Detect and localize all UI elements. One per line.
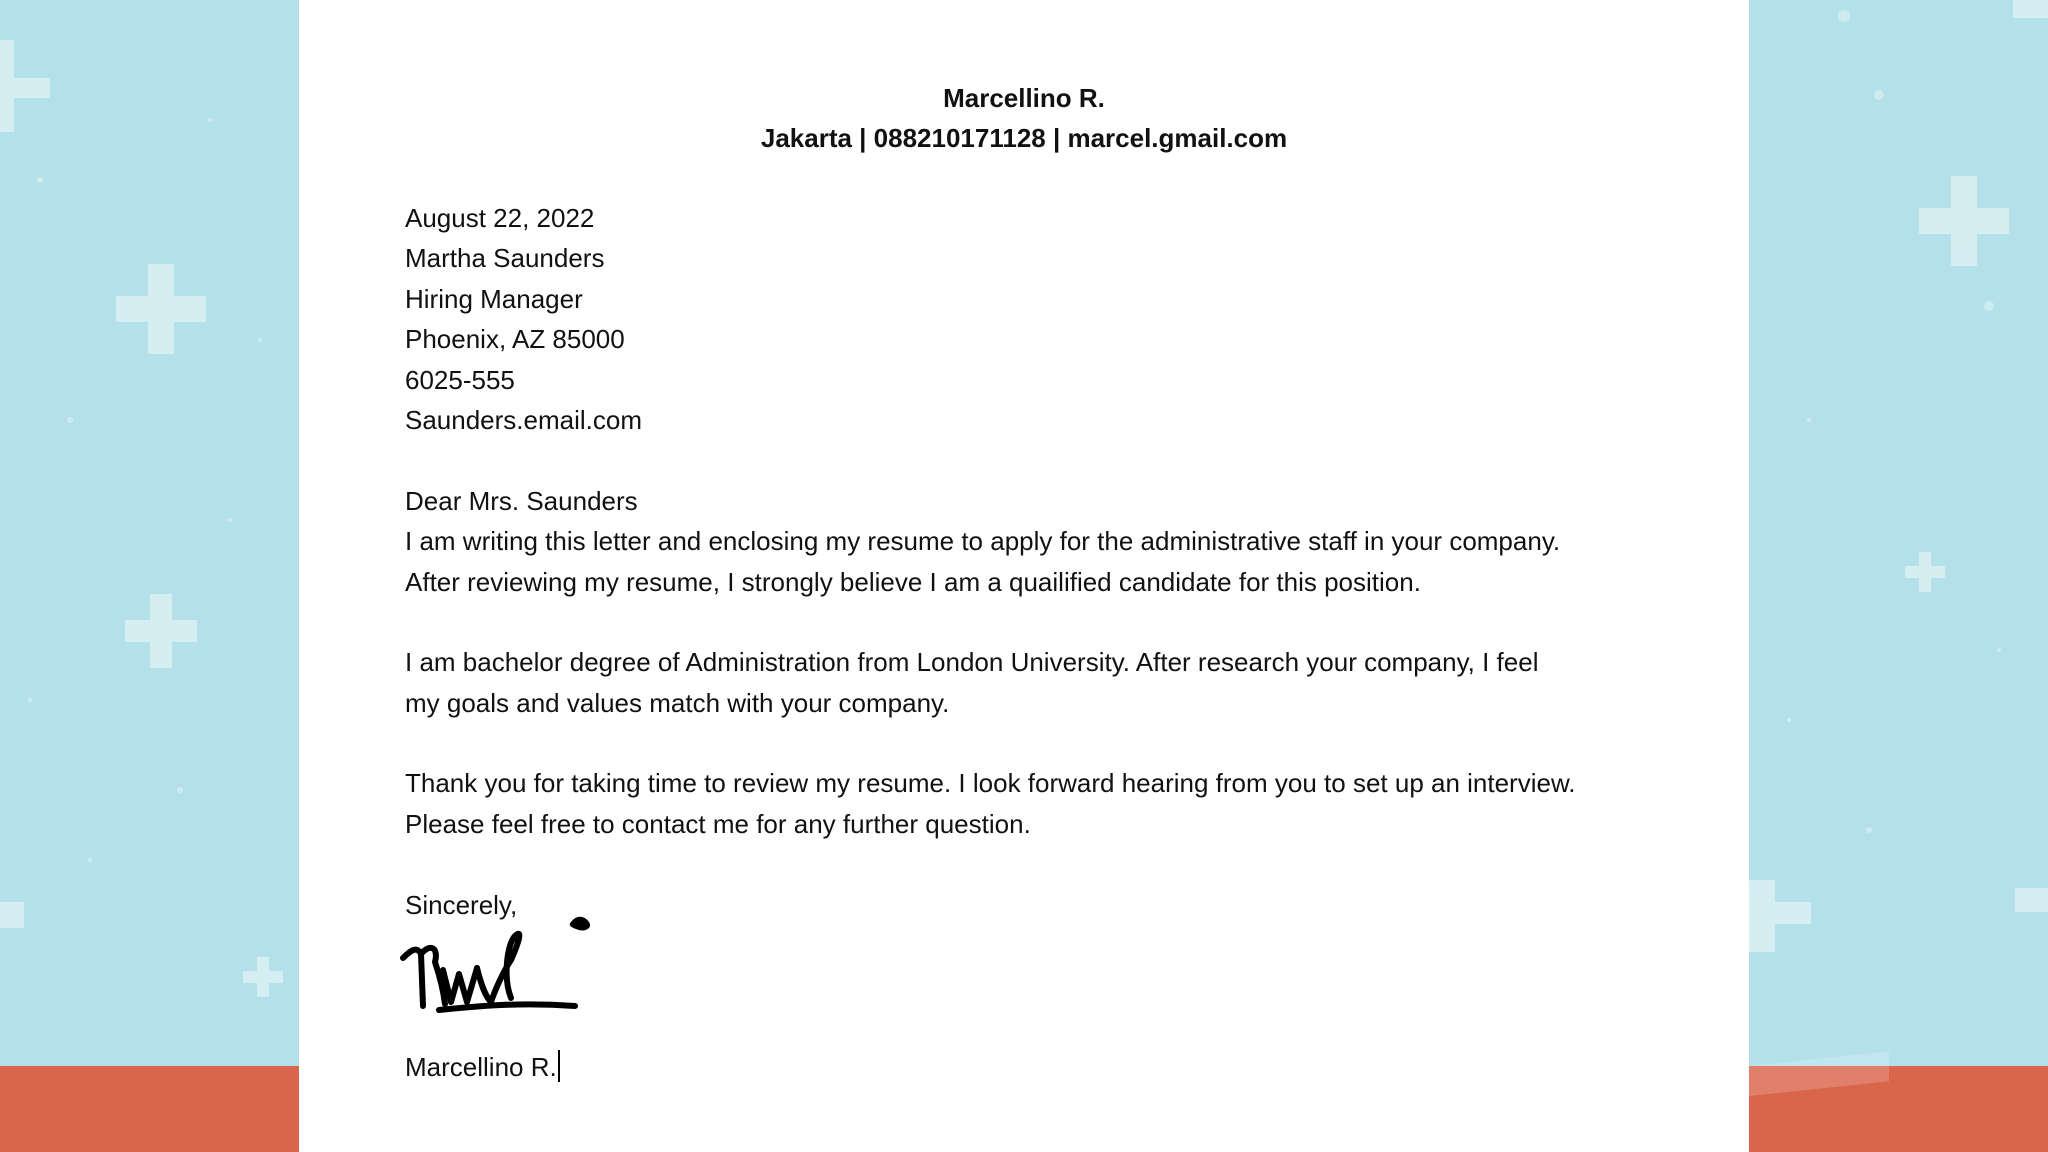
blank-line: [405, 602, 1667, 642]
left-bottom-band: [0, 1066, 299, 1152]
paragraph-2-line-2: my goals and values match with your company.: [405, 687, 950, 718]
signature-line: [405, 1047, 1667, 1087]
recipient-title: Hiring Manager: [405, 283, 583, 314]
document-page[interactable]: [299, 0, 1749, 1152]
sender-name: Marcellino R.: [943, 83, 1105, 113]
paragraph-3-line-1: Thank you for taking time to review my resume. I look forward hearing from you to set up an interview.: [405, 768, 1576, 799]
blank-line: [405, 844, 1667, 884]
recipient-email: Saunders.email.com: [405, 404, 642, 435]
paragraph-1-line-2: After reviewing my resume, I strongly believe I am a quailified candidate for this position.: [405, 566, 1421, 597]
handwritten-signature: [399, 910, 599, 1020]
plus-pattern-decoration: [0, 0, 299, 1152]
letter-date: August 22, 2022: [405, 203, 595, 233]
salutation: Dear Mrs. Saunders: [405, 485, 638, 516]
paragraph-3-line-2: Please feel free to contact me for any further question.: [405, 808, 1031, 839]
letter-body[interactable]: [405, 198, 1667, 925]
signature-block[interactable]: [405, 1047, 1667, 1087]
right-bottom-band: [1749, 1066, 2048, 1152]
signer-name: Marcellino R.: [405, 1052, 557, 1082]
blank-line: [405, 723, 1667, 763]
recipient-address: Phoenix, AZ 85000: [405, 324, 625, 355]
paragraph-2-line-1: I am bachelor degree of Administration from London University. After research your company, I feel: [405, 647, 1539, 678]
recipient-name: Martha Saunders: [405, 243, 605, 274]
plus-pattern-decoration: [1749, 0, 2048, 1152]
closing: Sincerely,: [405, 889, 518, 920]
left-background-panel: [0, 0, 299, 1152]
right-background-panel: [1749, 0, 2048, 1152]
text-cursor: [558, 1050, 560, 1082]
recipient-phone: 6025-555: [405, 364, 515, 395]
sender-contact: Jakarta | 088210171128 | marcel.gmail.com: [760, 123, 1288, 153]
blank-line: [405, 440, 1667, 480]
paragraph-1-line-1: I am writing this letter and enclosing my resume to apply for the administrative staff in your company.: [405, 526, 1561, 557]
